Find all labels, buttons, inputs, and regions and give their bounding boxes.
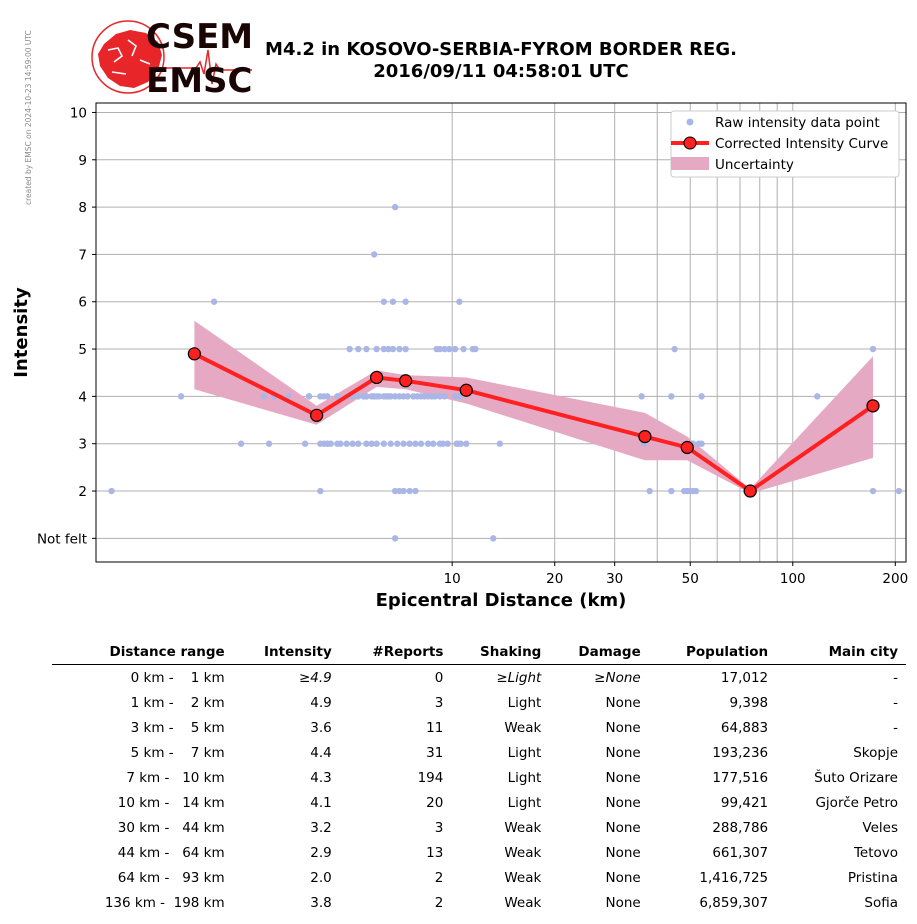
table-header-cell: Shaking [480,644,542,660]
table-body [52,665,906,916]
corrected-curve-marker [188,348,200,360]
raw-data-point [671,346,677,352]
table-cell: 7 km - 10 km [126,769,225,786]
raw-data-point [324,393,330,399]
table-cell: None [605,844,641,861]
raw-data-point [638,393,644,399]
table-cell: 2 [434,869,444,886]
x-tick-label: 100 [779,571,806,587]
table-cell: Weak [504,869,542,886]
raw-data-point [497,441,503,447]
x-tick-label: 30 [606,571,624,587]
corrected-curve-marker [681,441,693,453]
y-tick-label: 5 [78,342,87,359]
raw-data-point [896,488,902,494]
chart-legend [671,111,899,177]
table-row [52,890,906,915]
legend-band-label: Uncertainty [715,157,794,173]
raw-data-point [266,441,272,447]
logo-text-emsc: EMSC [146,61,253,101]
table-row [52,665,906,691]
table-cell: ≥None [594,669,641,686]
raw-data-point [412,441,418,447]
raw-data-point [452,346,458,352]
x-tick-label: 200 [882,571,909,587]
table-cell: Šuto Orizare [814,769,898,786]
raw-data-point [211,299,217,305]
y-tick-label: 7 [78,247,87,264]
table-row [52,765,906,790]
table-cell: Light [507,769,542,786]
table-row [52,740,906,765]
table-header-cell: Main city [828,644,898,660]
raw-data-point [696,441,702,447]
raw-data-point [392,204,398,210]
chart-subtitle: 2016/09/11 04:58:01 UTC [373,61,629,82]
raw-data-point [404,393,410,399]
x-tick-label: 10 [443,571,461,587]
raw-data-point [346,346,352,352]
raw-data-point [430,441,436,447]
y-tick-label: 8 [78,200,87,217]
raw-data-point [668,393,674,399]
raw-data-point [334,441,340,447]
table-cell: 3.6 [310,719,332,736]
raw-data-point [363,346,369,352]
corrected-curve-marker [867,400,879,412]
table-header-cell: #Reports [372,644,444,660]
corrected-curve-marker [744,485,756,497]
y-tick-label: 2 [78,484,87,501]
y-tick-label: 3 [78,436,87,453]
raw-data-point [490,535,496,541]
raw-data-point [317,488,323,494]
x-axis-label: Epicentral Distance (km) [375,590,627,611]
table-row [52,840,906,865]
table-cell: 10 km - 14 km [117,794,225,811]
raw-data-point [456,299,462,305]
raw-data-point [400,488,406,494]
table-cell: Weak [504,719,542,736]
corrected-curve-marker [639,431,651,443]
raw-data-point [394,441,400,447]
raw-data-point [373,346,379,352]
table-cell: - [893,694,898,711]
raw-data-point [698,393,704,399]
legend-raw-label: Raw intensity data point [715,115,880,131]
credit-text: created by EMSC on 2024-10-23 14:59:00 UTC [24,30,33,205]
raw-data-point [306,393,312,399]
table-cell: 288,786 [712,819,769,836]
raw-data-point [455,441,461,447]
table-cell: 5 km - 7 km [130,744,225,761]
table-header-cell: Damage [578,644,641,660]
y-tick-label: 10 [69,105,87,122]
table-cell: Light [507,794,542,811]
raw-data-point [238,441,244,447]
table-cell: None [605,819,641,836]
legend-curve-marker [684,137,696,149]
x-tick-label: 20 [546,571,564,587]
raw-data-point [343,441,349,447]
table-cell: Sofia [864,894,898,911]
table-cell: - [893,669,898,686]
legend-curve-label: Corrected Intensity Curve [715,136,889,152]
table-cell: 136 km - 198 km [104,894,225,911]
intensity-table [52,640,906,915]
table-cell: 0 [434,669,444,686]
raw-data-point [406,488,412,494]
table-cell: None [605,719,641,736]
table-cell: Light [507,744,542,761]
table-cell: 20 [426,794,444,811]
logo-text-csem: CSEM [146,17,254,57]
table-cell: None [605,744,641,761]
table-cell: Skopje [853,744,898,761]
raw-data-point [396,346,402,352]
raw-data-point [441,393,447,399]
raw-data-point [400,441,406,447]
raw-data-point [390,299,396,305]
table-cell: None [605,794,641,811]
raw-data-point [870,346,876,352]
y-tick-label: 6 [78,294,87,311]
corrected-curve-marker [311,409,323,421]
y-axis-ticks [37,105,96,547]
table-cell: 194 [417,769,444,786]
raw-data-point [373,441,379,447]
table-cell: 2.9 [310,844,332,861]
table-cell: 99,421 [720,794,769,811]
raw-data-point [412,488,418,494]
table-row [52,690,906,715]
raw-data-point [472,346,478,352]
table-cell: 4.9 [310,694,332,711]
raw-data-point [870,488,876,494]
y-tick-label: 9 [78,152,87,169]
table-row [52,865,906,890]
raw-data-point [444,441,450,447]
corrected-curve-marker [460,384,472,396]
raw-data-point [381,441,387,447]
table-cell: Weak [504,819,542,836]
legend-raw-marker [687,119,694,126]
table-header-row [52,640,906,665]
table-cell: 30 km - 44 km [117,819,225,836]
table-cell: Weak [504,894,542,911]
table-cell: Pristina [847,869,898,886]
table-cell: None [605,694,641,711]
raw-data-point [406,441,412,447]
raw-data-point [668,488,674,494]
raw-data-point [261,393,267,399]
table-cell: Light [507,694,542,711]
raw-data-point [463,441,469,447]
y-tick-label: 4 [78,389,87,406]
table-cell: 31 [426,744,444,761]
table-cell: 4.1 [310,794,332,811]
raw-data-point [108,488,114,494]
table-cell: Weak [504,844,542,861]
table-cell: 11 [426,719,444,736]
raw-data-point [355,441,361,447]
raw-data-point [402,299,408,305]
table-cell: 13 [426,844,444,861]
table-cell: Veles [862,819,898,836]
raw-data-point [355,346,361,352]
raw-data-point [460,346,466,352]
table-cell: - [893,719,898,736]
table-cell: 3.2 [310,819,332,836]
table-cell: None [605,894,641,911]
table-cell: 9,398 [729,694,769,711]
raw-data-point [392,535,398,541]
chart-title: M4.2 in KOSOVO-SERBIA-FYROM BORDER REG. [265,39,737,60]
table-cell: 0 km - 1 km [130,669,225,686]
table-cell: 3 km - 5 km [130,719,225,736]
raw-data-point [371,251,377,257]
table-cell: 177,516 [712,769,769,786]
table-cell: 2.0 [310,869,332,886]
raw-data-point [302,441,308,447]
raw-data-point [390,346,396,352]
x-axis-ticks [444,562,909,587]
legend-band-swatch [671,157,709,170]
table-cell: 661,307 [712,844,769,861]
table-cell: 3 [434,819,444,836]
table-cell: 3.8 [310,894,332,911]
x-tick-label: 50 [681,571,699,587]
y-tick-label: Not felt [36,531,87,548]
table-header-cell: Distance range [109,644,225,660]
raw-data-point [402,346,408,352]
table-row [52,715,906,740]
table-cell: 64 km - 93 km [117,869,225,886]
table-row [52,790,906,815]
raw-data-point [381,299,387,305]
table-cell: 64,883 [720,719,769,736]
raw-data-point [418,441,424,447]
raw-data-point [693,488,699,494]
corrected-curve-marker [371,371,383,383]
table-cell: ≥Light [496,669,542,686]
table-header-cell: Intensity [263,644,332,660]
raw-data-point [388,441,394,447]
table-cell: 17,012 [720,669,769,686]
table-cell: 2 [434,894,444,911]
table-cell: 6,859,307 [699,894,769,911]
raw-data-point [349,441,355,447]
table-cell: None [605,769,641,786]
table-cell: 1 km - 2 km [130,694,225,711]
table-cell: Gjorče Petro [815,794,898,811]
table-cell: 4.3 [310,769,332,786]
raw-data-point [355,393,361,399]
raw-data-point [814,393,820,399]
table-cell: 44 km - 64 km [117,844,225,861]
table-cell: 193,236 [712,744,769,761]
table-cell: ≥4.9 [298,669,332,686]
table-cell: Tetovo [853,844,898,861]
table-header-cell: Population [685,644,769,660]
table-cell: 1,416,725 [699,869,769,886]
table-row [52,815,906,840]
table-cell: 3 [434,694,444,711]
raw-data-point [178,393,184,399]
corrected-curve-marker [400,375,412,387]
raw-data-point [646,488,652,494]
table-cell: None [605,869,641,886]
y-axis-label: Intensity [11,287,32,378]
table-cell: 4.4 [310,744,332,761]
raw-data-point [328,441,334,447]
csem-emsc-logo [92,17,253,101]
raw-data-point [446,346,452,352]
